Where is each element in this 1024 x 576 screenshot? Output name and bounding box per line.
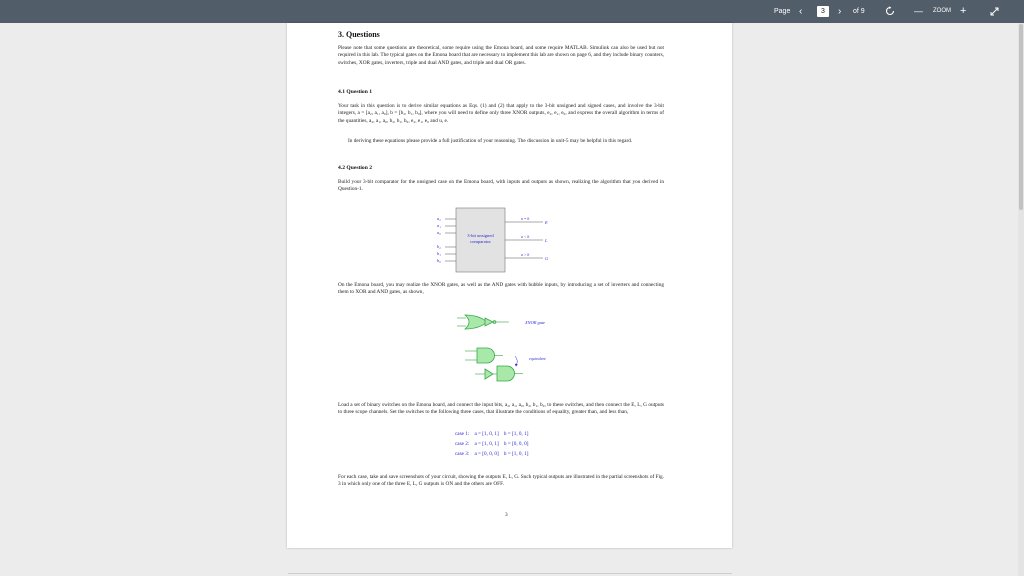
and-gate-bottom [497,366,515,381]
intro-paragraph: Please note that some questions are theoretical, some require using the Emona board, and some require MATLAB. Simulink can also be used but not required in this lab. The typical gates on the Emona board that are necessary to implement this lab are shown on page 6, and they include binary counters, switches, XOR gates, inverters, triple and dual AND gates, and triple and dual OR gates. [338,45,664,66]
output-L: L [545,238,548,243]
xnor-gate-caption: XNOR gate [525,320,546,325]
scrollbar-thumb[interactable] [1019,24,1023,210]
case-a: a = [0, 0, 0] [474,451,499,457]
output-cond-eq: a = b [521,217,530,221]
case-row [455,431,528,441]
page-count: of 9 [853,8,865,15]
switch-paragraph: Load a set of binary switches on the Emona board, and connect the input bits, a₂, a₁, a₀, b₂, b₁, b₀, to these switches, and then connect the E, L, G outputs to three scope channels. Set the switches to the following three cases, that illustrate the conditions of equality, greater than, and less than, [338,402,664,416]
zoom-in-button[interactable]: + [960,5,967,17]
question-1-text: Your task in this question is to derive similar equations as Eqs. (1) and (2) that apply to the 3-bit unsigned and signed cases, and involve the 3-bit integers, a = [a₂, a₁, a₀], b = [b₂, b₁, b₀], where you will need to define only three XNOR outputs, e₂, e₁, e₀, and express the overall algorithm in terms of the quantities, a₂, a₁, a₀, b₂, b₁, b₀, e₂, e₁, e₀ and u, e. [338,103,664,124]
input-b0: b₀ [437,258,441,263]
final-paragraph: For each case, take and save screenshots of your circuit, showing the outputs E, L, G. Such typical outputs are illustrated in the partial screenshots of Fig. 3 in which only one of the three E, L, G outputs is ON and the others are OFF. [338,474,664,488]
case-b: b = [1, 0, 1] [503,451,529,457]
case-b: b = [0, 0, 0] [503,441,529,447]
rotate-button[interactable] [885,0,895,23]
output-cond-gt: a > b [521,253,530,257]
equivalent-caption: equivalent [529,356,546,361]
output-cond-lt: a < b [521,235,530,239]
expand-icon [990,7,999,16]
case-name: case 2: [455,441,470,447]
equivalent-arrow [515,356,517,365]
input-a1: a₁ [437,223,441,228]
question-1-title: 4.1 Question 1 [338,89,373,95]
zoom-label: ZOOM [933,8,951,14]
question-2-text: Build your 3-bit comparator for the unsigned case on the Emona board, with inputs and outputs as shown, realizing the algorithm that you derived in Question-1. [338,179,664,193]
gate-diagram [457,308,577,390]
next-page-edge [288,573,732,574]
case-a: a = [1, 0, 1] [474,441,499,447]
cases-block [455,431,528,461]
pdf-page [287,23,732,548]
page-number-input[interactable]: 3 [817,6,829,17]
pdf-toolbar [0,0,1024,23]
output-G: G [545,256,549,261]
input-b1: b₁ [437,251,441,256]
input-a0: a₀ [437,230,441,235]
and-gate-top [477,348,495,363]
input-a2: a₂ [437,216,441,221]
case-row [455,441,528,451]
fullscreen-button[interactable] [990,0,999,23]
case-a: a = [1, 0, 1] [474,431,499,437]
comparator-label-2: comparator [470,239,491,244]
prev-page-button[interactable]: ‹ [799,6,803,17]
rotate-icon [885,6,895,16]
output-E: E [545,220,548,225]
comparator-diagram [417,205,577,277]
case-name: case 3: [455,451,470,457]
section-title: 3. Questions [338,30,380,39]
question-2-title: 4.2 Question 2 [338,165,373,171]
next-page-button[interactable]: › [838,6,842,17]
case-row [455,451,528,461]
comparator-label-1: 3-bit unsigned [467,233,494,238]
case-name: case 1: [455,431,470,437]
case-b: b = [1, 0, 1] [503,431,529,437]
xnor-paragraph: On the Emona board, you may realize the XNOR gates, as well as the AND gates with bubble inputs, by introducing a set of inverters and connecting them to XOR and AND gates, as shown, [338,282,664,296]
page-number: 3 [505,512,508,518]
page-label: Page [774,8,791,15]
question-1-text-2: In deriving these equations please provide a full justification of your reasoning. The discussion in unit-5 may be helpful in this regard. [348,138,633,144]
zoom-out-button[interactable]: — [914,6,923,16]
input-b2: b₂ [437,244,441,249]
xnor-gate-symbol [465,315,487,329]
